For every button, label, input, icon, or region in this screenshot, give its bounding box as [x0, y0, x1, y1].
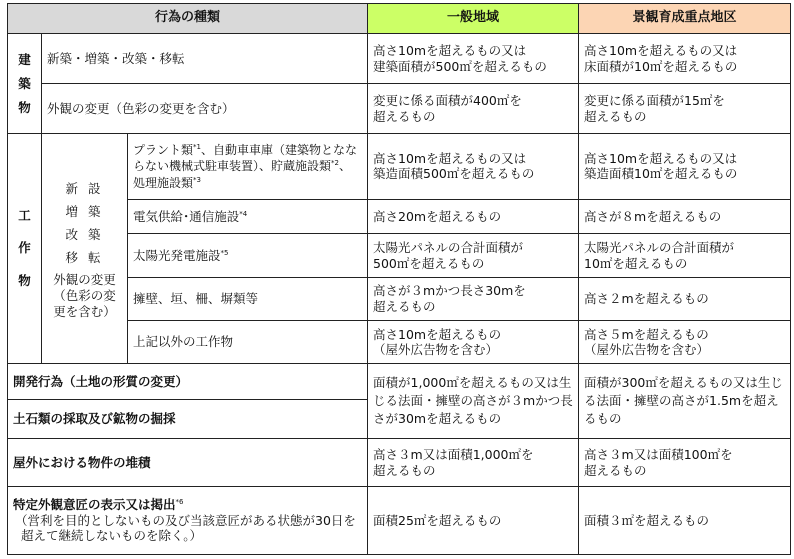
- sub-label-line: 増 築: [65, 204, 104, 220]
- footnote-mark: *5: [220, 248, 229, 257]
- priority-value: 太陽光パネルの合計面積が 10㎡を超えるもの: [579, 234, 791, 278]
- sub-label-extra: 外観の変更 （色彩の変 更を含む）: [53, 271, 116, 320]
- general-value: 高さ10mを超えるもの （屋外広告物を含む）: [368, 320, 579, 364]
- priority-value: 面積３㎡を超えるもの: [579, 487, 791, 555]
- priority-value: 高さ５mを超えるもの （屋外広告物を含む）: [579, 320, 791, 364]
- priority-value: 面積が300㎡を超えるもの又は生じる法面・擁壁の高さが1.5mを超えるもの: [579, 364, 791, 439]
- general-value: 変更に係る面積が400㎡を 超えるもの: [368, 84, 579, 134]
- group-label-char: 作: [18, 240, 31, 256]
- general-value: 高さ20mを超えるもの: [368, 199, 579, 233]
- row-label: 開発行為（土地の形質の変更）: [8, 364, 368, 399]
- general-value: 高さが３mかつ長さ30mを 超えるもの: [368, 277, 579, 320]
- footnote-mark: *1: [193, 143, 201, 152]
- row-label-text: 特定外観意匠の表示又は掲出: [13, 497, 176, 513]
- row-label: 新築・増築・改築・移転: [42, 34, 368, 84]
- group-label-char: 建: [18, 52, 31, 68]
- row-label: 上記以外の工作物: [128, 320, 368, 364]
- row-label: [128, 199, 368, 233]
- row-label: 擁壁、垣、柵、塀類等: [128, 277, 368, 320]
- sub-label-line: 新 設: [65, 181, 104, 197]
- group-label-char: 築: [18, 75, 31, 91]
- general-value: 面積25㎡を超えるもの: [368, 487, 579, 555]
- row-label: [128, 134, 368, 200]
- footnote-mark: *6: [175, 498, 184, 506]
- header-priority-area: 景観育成重点地区: [579, 4, 791, 34]
- group-label-char: 工: [18, 207, 31, 223]
- general-value: 太陽光パネルの合計面積が 500㎡を超えるもの: [368, 234, 579, 278]
- header-row: [8, 4, 791, 34]
- footnote-mark: *2: [331, 159, 339, 168]
- table-row: [8, 487, 791, 555]
- row-label: 外観の変更（色彩の変更を含む）: [42, 84, 368, 134]
- row-label-text: 、処理施設類: [133, 159, 351, 190]
- sub-label-line: 改 築: [65, 227, 104, 243]
- priority-value: 高さが８mを超えるもの: [579, 199, 791, 233]
- table-row: [8, 84, 791, 134]
- priority-value: 高さ10mを超えるもの又は 築造面積10㎡を超えるもの: [579, 134, 791, 200]
- priority-value: 高さ10mを超えるもの又は 床面積が10㎡を超えるもの: [579, 34, 791, 84]
- general-value: 高さ10mを超えるもの又は 築造面積500㎡を超えるもの: [368, 134, 579, 200]
- footnote-mark: *3: [193, 175, 201, 184]
- row-label-text: プラント類: [133, 143, 194, 158]
- row-label-text: 、自動車車庫（建築物となならない機械式駐車装置）、貯蔵施設類: [133, 143, 357, 174]
- general-value: 面積が1,000㎡を超えるもの又は生じる法面・擁壁の高さが３mかつ長さが30mを超えるもの: [368, 364, 579, 439]
- priority-value: 高さ３m又は面積100㎡を 超えるもの: [579, 439, 791, 487]
- row-label: [128, 234, 368, 278]
- row-label-text: 電気供給･通信施設: [133, 208, 240, 224]
- group-label-char: 物: [18, 99, 31, 115]
- row-label-text: 太陽光発電施設: [133, 247, 221, 263]
- group-label-char: 物: [18, 272, 31, 288]
- structure-group-label: [8, 134, 42, 364]
- sub-label-line: 移 転: [65, 250, 104, 266]
- header-action-type: 行為の種類: [8, 4, 368, 34]
- priority-value: 変更に係る面積が15㎡を 超えるもの: [579, 84, 791, 134]
- row-label: [8, 487, 368, 555]
- landscape-regulation-table: [7, 3, 791, 555]
- building-group-label: [8, 34, 42, 134]
- structure-sub-label: [42, 134, 128, 364]
- row-label: 屋外における物件の堆積: [8, 439, 368, 487]
- table-row: [8, 134, 791, 200]
- header-general-area: 一般地域: [368, 4, 579, 34]
- table-row: [8, 34, 791, 84]
- row-label: 土石類の採取及び鉱物の掘採: [8, 399, 368, 439]
- row-label-subtext: （営利を目的としないもの及び当該意匠がある状態が30日を超えて継続しないものを除く。）: [15, 512, 356, 544]
- footnote-mark: *4: [239, 209, 248, 218]
- table-row: [8, 364, 791, 399]
- general-value: 高さ10mを超えるもの又は 建築面積が500㎡を超えるもの: [368, 34, 579, 84]
- general-value: 高さ３m又は面積1,000㎡を 超えるもの: [368, 439, 579, 487]
- table-row: [8, 439, 791, 487]
- priority-value: 高さ２mを超えるもの: [579, 277, 791, 320]
